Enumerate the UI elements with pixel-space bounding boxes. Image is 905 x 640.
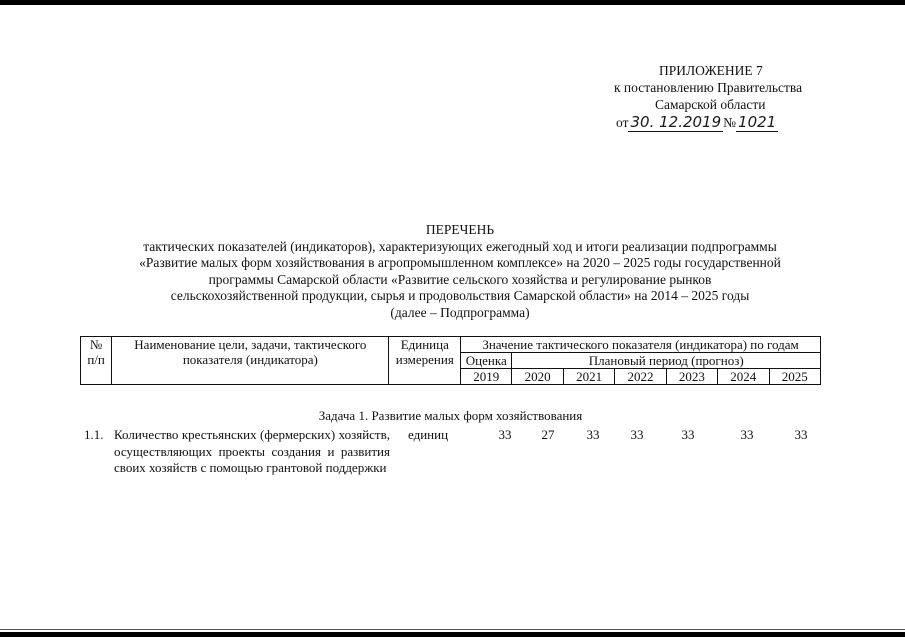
row-value-2024: 33	[740, 427, 754, 442]
heading-line-4: сельскохозяйственной продукции, сырья и продовольствия Самарской области» на 2014 – 2025 годы	[170, 288, 750, 303]
heading-line-5: (далее – Подпрограмма)	[390, 304, 530, 320]
row-value-2025: 33	[794, 427, 808, 442]
top-border	[0, 0, 905, 5]
appendix-line-decree: к постановлению Правительства	[614, 80, 803, 95]
appendix-line-region: Самарской области	[655, 97, 766, 112]
bottom-border	[0, 632, 905, 637]
indicator-table	[80, 336, 821, 385]
header-estimate: Оценка	[461, 353, 512, 369]
heading-line-3: программы Самарской области «Развитие сельского хозяйства и регулирование рынков	[208, 271, 712, 287]
row-value-2020: 27	[541, 427, 555, 442]
year-2025: 2025	[769, 369, 821, 385]
heading-line-2: «Развитие малых форм хозяйствования в агропромышленном комплексе» на 2020 – 2025 годы государственной	[139, 255, 781, 270]
task-heading: Задача 1. Развитие малых форм хозяйствования	[318, 408, 583, 423]
year-2020: 2020	[512, 369, 563, 385]
row-number: 1.1.	[84, 427, 104, 442]
header-unit: Единица измерения	[389, 337, 461, 385]
row-indicator-name: Количество крестьянских (фермерских) хозяйств, осуществляющих проекты создания и развития своих хозяйств с помощью грантовой поддержки	[114, 427, 390, 475]
heading-title: ПЕРЕЧЕНЬ	[425, 222, 495, 237]
handwritten-date: 30. 12.2019	[630, 113, 722, 131]
appendix-date-line	[616, 114, 778, 131]
row-unit: единиц	[408, 427, 449, 442]
header-values: Значение тактического показателя (индикатора) по годам	[461, 337, 821, 353]
bottom-border-thin	[0, 629, 905, 630]
row-value-2021: 33	[586, 427, 600, 442]
row-value-2019: 33	[498, 427, 512, 442]
row-value-2022: 33	[630, 427, 644, 442]
row-value-2023: 33	[681, 427, 695, 442]
year-2024: 2024	[718, 369, 769, 385]
header-num: № п/п	[81, 337, 112, 385]
header-plan: Плановый период (прогноз)	[512, 353, 821, 369]
header-name: Наименование цели, задачи, тактического показателя (индикатора)	[112, 337, 389, 385]
year-2022: 2022	[615, 369, 666, 385]
number-prefix: №	[723, 115, 737, 130]
year-2021: 2021	[563, 369, 614, 385]
appendix-title: ПРИЛОЖЕНИЕ 7	[659, 63, 763, 78]
year-2023: 2023	[666, 369, 717, 385]
handwritten-number: 1021	[738, 113, 777, 131]
heading-line-1: тактических показателей (индикаторов), характеризующих ежегодный ход и итоги реализации подпрограммы	[143, 238, 777, 254]
year-2019: 2019	[461, 369, 512, 385]
document-heading	[80, 222, 840, 321]
date-prefix: от	[616, 115, 629, 130]
